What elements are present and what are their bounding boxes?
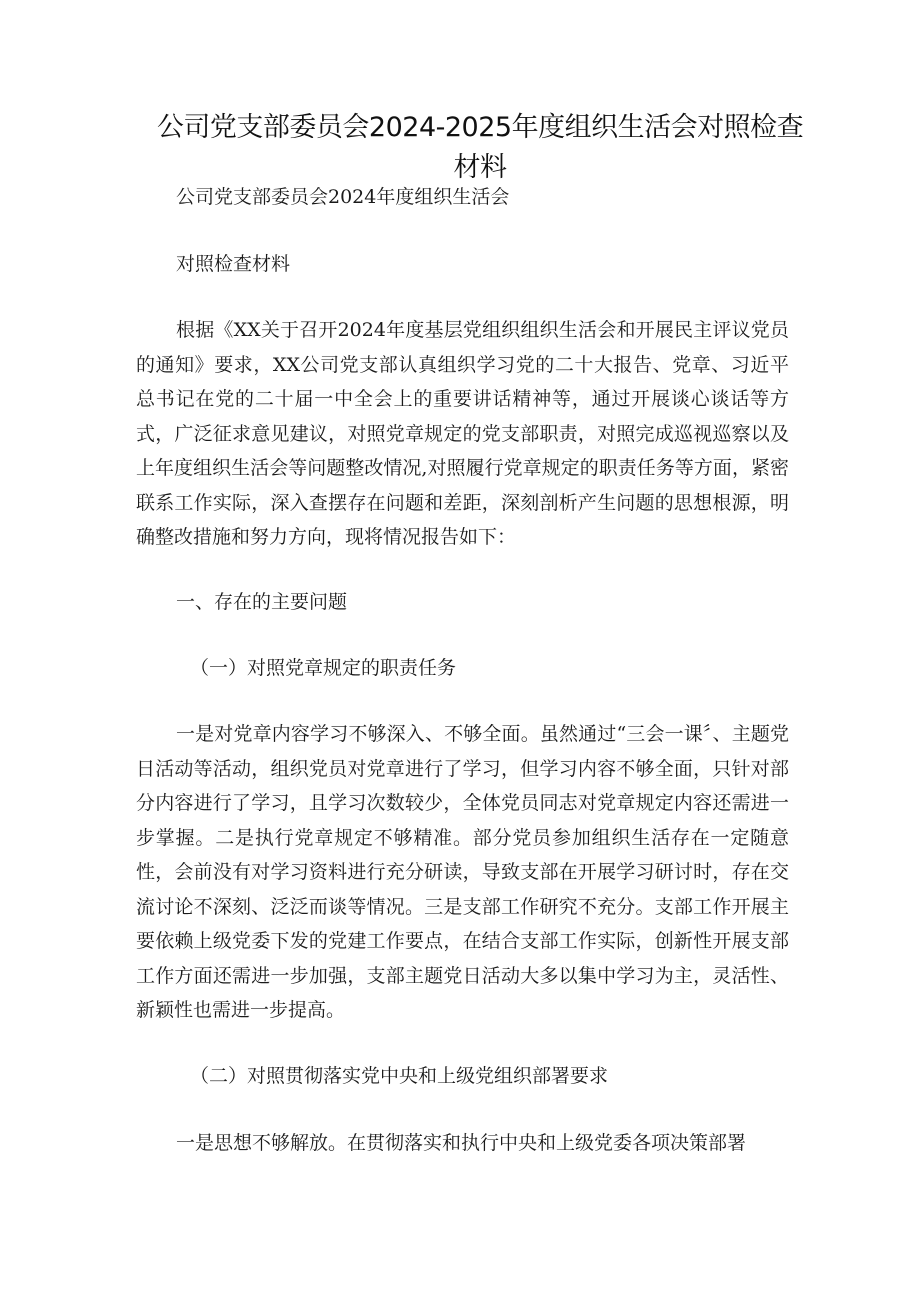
subsection-2-paragraph: 一是思想不够解放。在贯彻落实和执行中央和上级党委各项决策部署 <box>176 1132 747 1154</box>
intro-paragraph: 根据《XX关于召开2024年度基层党组织组织生活会和开展民主评议党员的通知》要求，XX公司党支部认真组织学习党的二十大报告、党章、习近平总书记在党的二十届一中全会上的重要讲话精神等，通过开展谈心谈话等方式，广泛征求意见建议，对照党章规定的党支部职责，对照完成巡视巡察以及上年度组织生活会等问题整改情况,对照履行党章规定的职责任务等方面，紧密联系工作实际，深入查摆存在问题和差距，深刻剖析产生问题的思想根源，明确整改措施和努力方向，现将情况报告如下： <box>136 319 789 548</box>
document-title: 公司党支部委员会2024-2025年度组织生活会对照检查材料 <box>156 112 804 183</box>
subsection-heading-2: （二）对照贯彻落实党中央和上级党组织部署要求 <box>190 1065 609 1087</box>
subsection-heading-1: （一）对照党章规定的职责任务 <box>190 657 457 679</box>
document-subtitle-org: 公司党支部委员会2024年度组织生活会 <box>176 186 510 208</box>
document-subtitle-type: 对照检查材料 <box>176 253 291 275</box>
section-heading-main-problems: 一、存在的主要问题 <box>176 591 348 613</box>
subsection-1-paragraph: 一是对党章内容学习不够深入、不够全面。虽然通过“三会一课〞、主题党日活动等活动，组织党员对党章进行了学习，但学习内容不够全面，只针对部分内容进行了学习，且学习次数较少，全体党员同志对党章规定内容还需进一步掌握。二是执行党章规定不够精准。部分党员参加组织生活存在一定随意性，会前没有对学习资料进行充分研读，导致支部在开展学习研讨时，存在交流讨论不深刻、泛泛而谈等情况。三是支部工作研究不充分。支部工作开展主要依赖上级党委下发的党建工作要点，在结合支部工作实际，创新性开展支部工作方面还需进一步加强，支部主题党日活动大多以集中学习为主，灵活性、新颖性也需进一步提高。 <box>136 723 789 1021</box>
